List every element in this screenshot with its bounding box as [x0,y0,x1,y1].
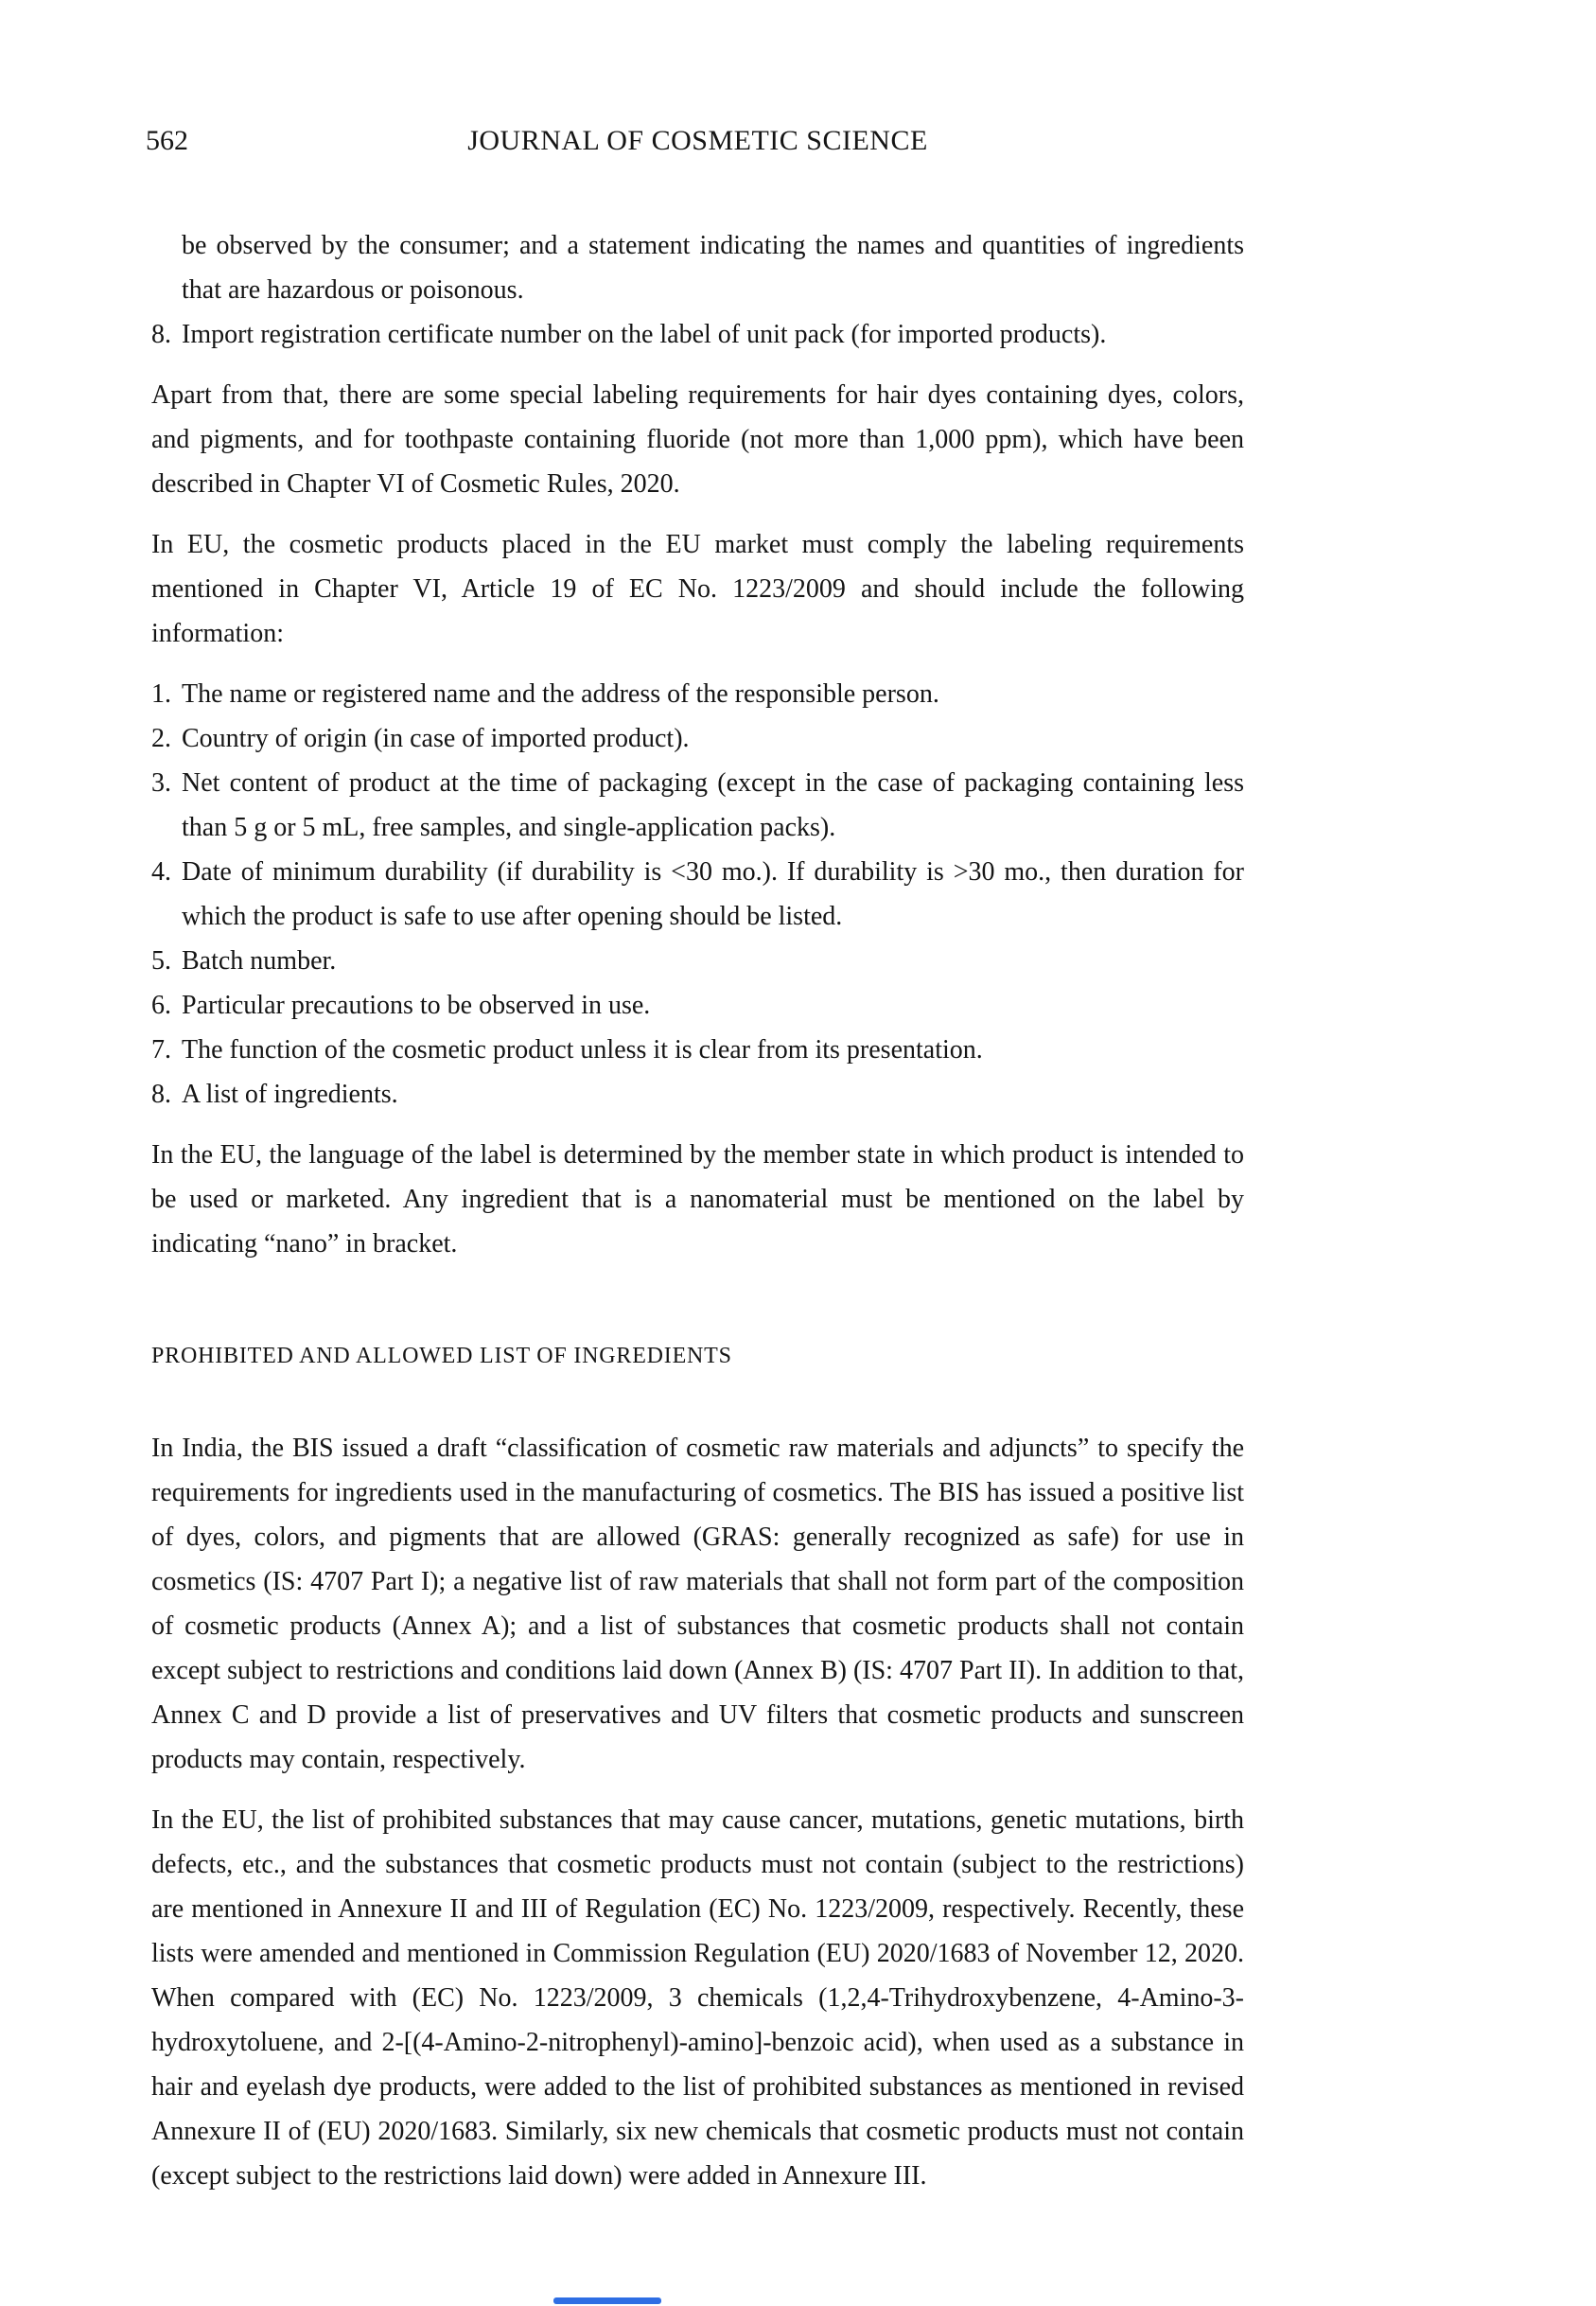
list-item [151,716,1244,761]
page-number: 562 [146,125,188,156]
running-title: JOURNAL OF COSMETIC SCIENCE [467,125,928,156]
page-content [146,121,1244,2214]
item-text: A list of ingredients. [182,1080,398,1109]
item-text: Date of minimum durability (if durability is <30 mo.). If durability is >30 mo., then duration for which the product is safe to use after opening should be listed. [182,857,1244,931]
page-header [146,121,1244,161]
list-item-continuation: be observed by the consumer; and a statement indicating the names and quantities of ingredients that are hazardous or poisonous. [182,231,1244,305]
item-number: 5. [151,946,171,976]
paragraph-eu-language: In the EU, the language of the label is determined by the member state in which product is intended to be used or marketed. Any ingredient that is a nanomaterial must be mentioned on the label by indicating “nano” in bracket. [151,1140,1244,1259]
list-item [151,761,1244,850]
paragraph-eu-requirements: In EU, the cosmetic products placed in the EU market must comply the labeling requirements mentioned in Chapter VI, Article 19 of EC No. 1223/2009 and should include the following information: [151,530,1244,648]
paragraph-eu-prohibited: In the EU, the list of prohibited substances that may cause cancer, mutations, genetic mutations, birth defects, etc., and the substances that cosmetic products must not contain (subject to the restrictions) are mentioned in Annexure II and III of Regulation (EC) No. 1223/2009, respectively. Recently, these lists were amended and mentioned in Commission Regulation (EU) 2020/1683 of November 12, 2020. When compared with (EC) No. 1223/2009, 3 chemicals (1,2,4-Trihydroxybenzene, 4-Amino-3-hydroxytoluene, and 2-[(4-Amino-2-nitrophenyl)-amino]-benzoic acid), when used as a substance in hair and eyelash dye products, were added to the list of prohibited substances as mentioned in revised Annexure II of (EU) 2020/1683. Similarly, six new chemicals that cosmetic products must not contain (except subject to the restrictions laid down) were added in Annexure III. [151,1805,1244,2191]
item-number: 2. [151,724,171,753]
list-item [151,983,1244,1028]
item-text: Batch number. [182,946,337,976]
item-number: 8. [151,320,171,349]
item-text: Net content of product at the time of packaging (except in the case of packaging containing less than 5 g or 5 mL, free samples, and single-application packs). [182,768,1244,842]
article-body [151,223,1244,2198]
paragraph-india-bis: In India, the BIS issued a draft “classification of cosmetic raw materials and adjuncts” to specify the requirements for ingredients used in the manufacturing of cosmetics. The BIS has issued a positive list of dyes, colors, and pigments that are allowed (GRAS: generally recognized as safe) for use in cosmetics (IS: 4707 Part I); a negative list of raw materials that shall not form part of the composition of cosmetic products (Annex A); and a list of substances that cosmetic products shall not contain except subject to restrictions and conditions laid down (Annex B) (IS: 4707 Part II). In addition to that, Annex C and D provide a list of preservatives and UV filters that cosmetic products and sunscreen products may contain, respectively. [151,1434,1244,1774]
item-text: Particular precautions to be observed in use. [182,991,651,1020]
item-number: 7. [151,1035,171,1065]
list-item [151,672,1244,716]
item-text: The name or registered name and the address of the responsible person. [182,679,939,709]
eu-label-requirements-list [151,672,1244,1117]
item-text: Import registration certificate number on the label of unit pack (for imported products). [182,320,1107,349]
list-item [151,850,1244,939]
item-number: 1. [151,679,171,709]
item-text: The function of the cosmetic product unless it is clear from its presentation. [182,1035,983,1065]
item-number: 3. [151,768,171,798]
item-number: 8. [151,1080,171,1109]
item-number: 4. [151,857,171,887]
list-item [151,1072,1244,1117]
numbered-item-import-registration [151,312,1244,357]
list-item [151,939,1244,983]
section-heading: PROHIBITED AND ALLOWED LIST OF INGREDIENTS [151,1344,732,1368]
bottom-accent-bar [553,2297,661,2304]
item-number: 6. [151,991,171,1020]
paragraph-special-labeling: Apart from that, there are some special labeling requirements for hair dyes containing dyes, colors, and pigments, and for toothpaste containing fluoride (not more than 1,000 ppm), which have been described in Chapter VI of Cosmetic Rules, 2020. [151,380,1244,499]
list-item [151,1028,1244,1072]
item-text: Country of origin (in case of imported product). [182,724,690,753]
